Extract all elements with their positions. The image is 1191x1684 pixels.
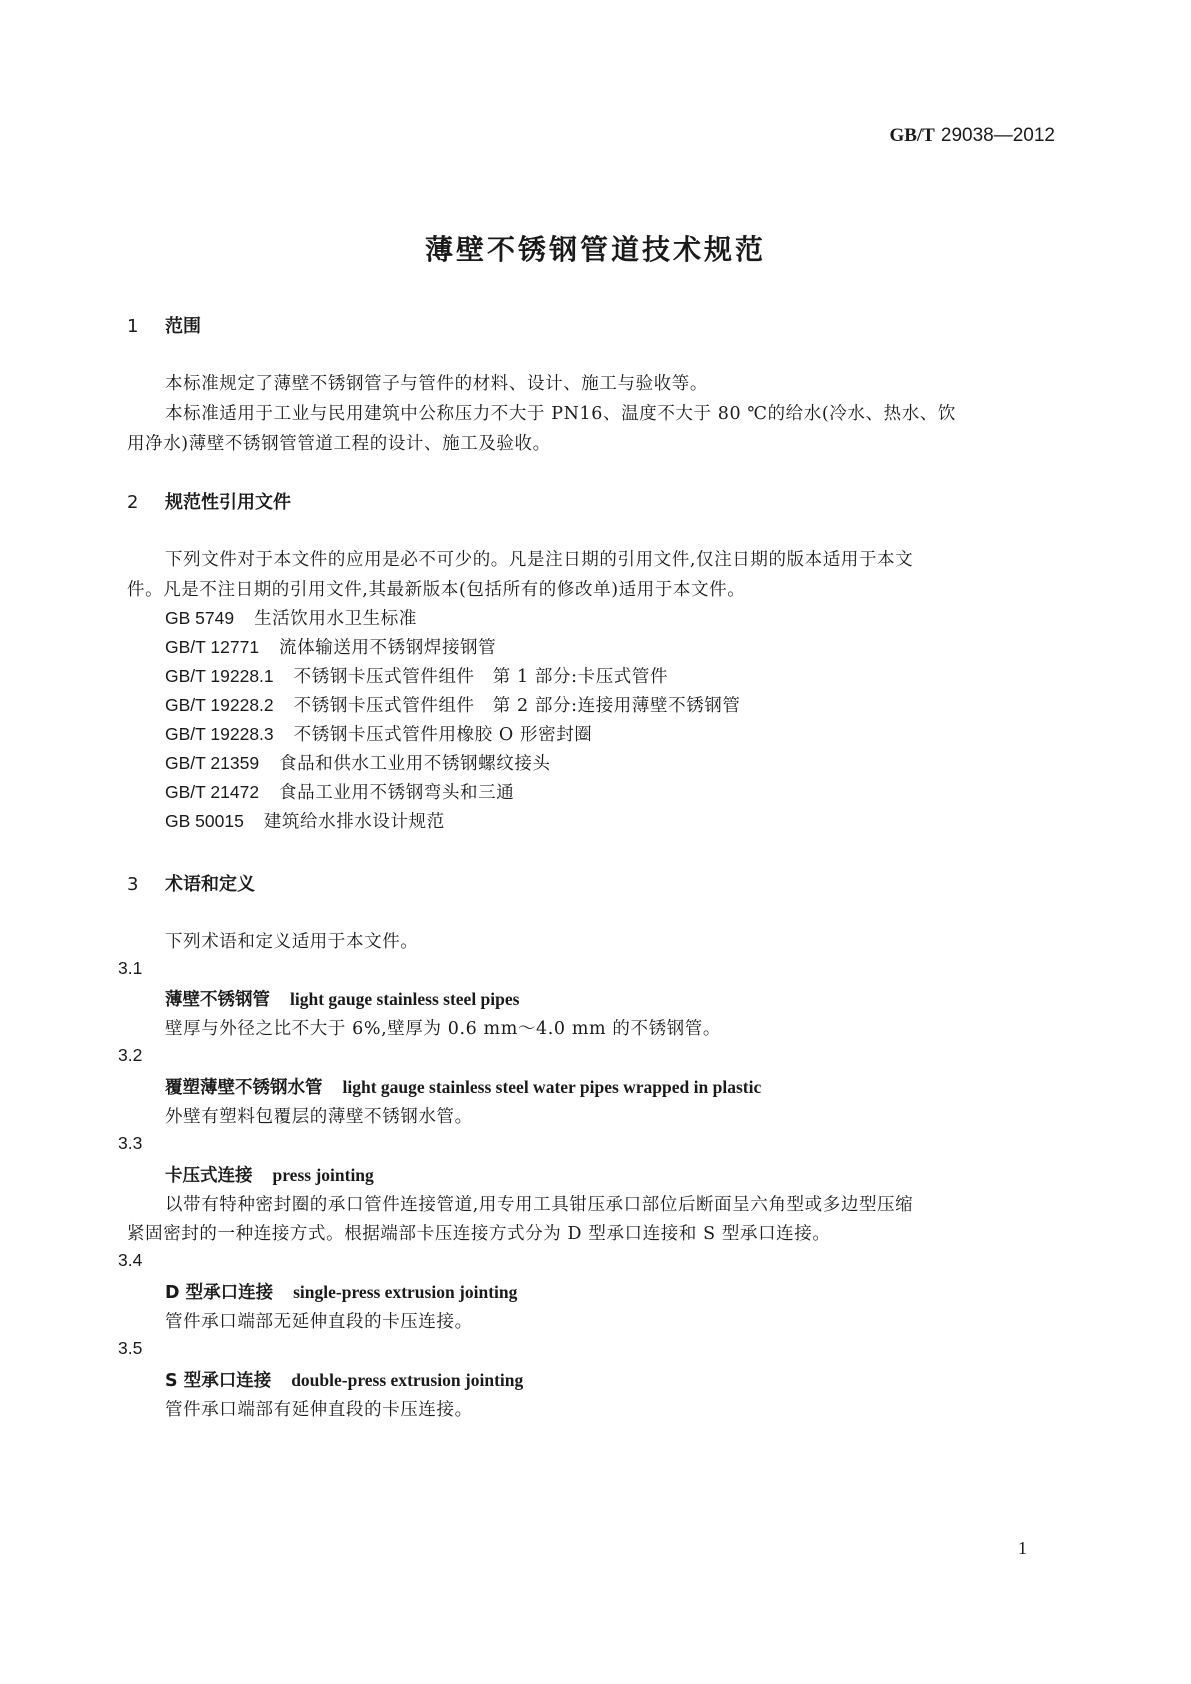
term-en: double-press extrusion jointing — [291, 1370, 524, 1390]
term-definition: 以带有特种密封圈的承口管件连接管道,用专用工具钳压承口部位后断面呈六角型或多边型压缩 — [165, 1195, 914, 1215]
paragraph: 用净水)薄壁不锈钢管管道工程的设计、施工及验收。 — [127, 434, 551, 454]
paragraph: 本标准适用于工业与民用建筑中公称压力不大于 PN16、温度不大于 80 ℃的给水(冷水、热水、饮 — [165, 404, 957, 424]
section-number: 2 — [127, 492, 139, 513]
reference-item — [165, 634, 496, 659]
term-number: 3.2 — [118, 1045, 143, 1065]
term-heading — [165, 1367, 523, 1392]
term-number: 3.1 — [118, 958, 143, 978]
section-title: 规范性引用文件 — [165, 492, 291, 513]
paragraph: 下列术语和定义适用于本文件。 — [165, 932, 419, 952]
reference-title: 食品工业用不锈钢弯头和三通 — [279, 783, 515, 803]
reference-code: GB/T 19228.2 — [165, 695, 274, 715]
term-definition: 壁厚与外径之比不大于 6%,壁厚为 0.6 mm～4.0 mm 的不锈钢管。 — [165, 1019, 721, 1039]
reference-title: 不锈钢卡压式管件组件 第 1 部分:卡压式管件 — [293, 667, 669, 687]
term-zh: S 型承口连接 — [165, 1371, 272, 1391]
reference-title: 生活饮用水卫生标准 — [254, 609, 417, 629]
term-definition: 管件承口端部无延伸直段的卡压连接。 — [165, 1312, 473, 1332]
reference-code: GB/T 19228.3 — [165, 724, 274, 744]
reference-item — [165, 721, 592, 746]
paragraph: 本标准规定了薄壁不锈钢管子与管件的材料、设计、施工与验收等。 — [165, 374, 708, 394]
standard-code — [889, 124, 1055, 147]
term-heading — [165, 1074, 761, 1099]
reference-code: GB/T 19228.1 — [165, 666, 274, 686]
term-en: single-press extrusion jointing — [293, 1282, 518, 1302]
reference-code: GB/T 21359 — [165, 753, 260, 773]
term-zh: 覆塑薄壁不锈钢水管 — [165, 1078, 323, 1098]
section-number: 3 — [127, 874, 139, 895]
document-title: 薄壁不锈钢管道技术规范 — [424, 233, 766, 266]
page-number: 1 — [1018, 1538, 1027, 1558]
section-heading-scope — [127, 312, 201, 338]
term-zh: 卡压式连接 — [165, 1166, 253, 1186]
reference-title: 不锈钢卡压式管件组件 第 2 部分:连接用薄壁不锈钢管 — [293, 696, 741, 716]
term-zh: D 型承口连接 — [165, 1283, 274, 1303]
standard-prefix: GB/T — [889, 125, 935, 146]
paragraph: 件。凡是不注日期的引用文件,其最新版本(包括所有的修改单)适用于本文件。 — [127, 580, 746, 600]
term-number: 3.5 — [118, 1338, 143, 1358]
term-en: light gauge stainless steel pipes — [290, 989, 520, 1009]
reference-code: GB/T 12771 — [165, 637, 260, 657]
reference-title: 食品和供水工业用不锈钢螺纹接头 — [279, 754, 551, 774]
reference-item — [165, 692, 741, 717]
reference-item — [165, 750, 551, 775]
term-zh: 薄壁不锈钢管 — [165, 990, 270, 1010]
section-title: 术语和定义 — [165, 874, 255, 895]
section-heading-normative-references — [127, 488, 291, 514]
standard-number: 29038—2012 — [940, 125, 1055, 146]
term-number: 3.4 — [118, 1250, 143, 1270]
term-definition: 紧固密封的一种连接方式。根据端部卡压连接方式分为 D 型承口连接和 S 型承口连接。 — [127, 1224, 831, 1244]
reference-code: GB/T 21472 — [165, 782, 260, 802]
term-heading — [165, 1162, 374, 1187]
term-definition: 外壁有塑料包覆层的薄壁不锈钢水管。 — [165, 1107, 473, 1127]
reference-item — [165, 663, 668, 688]
reference-title: 不锈钢卡压式管件用橡胶 O 形密封圈 — [293, 725, 593, 745]
term-heading — [165, 986, 519, 1011]
section-title: 范围 — [165, 316, 201, 337]
reference-code: GB 50015 — [165, 811, 244, 831]
term-number: 3.3 — [118, 1133, 143, 1153]
section-number: 1 — [127, 316, 139, 337]
reference-code: GB 5749 — [165, 608, 235, 628]
term-en: press jointing — [272, 1165, 374, 1185]
reference-item — [165, 779, 514, 804]
term-en: light gauge stainless steel water pipes wrapped in plastic — [342, 1077, 762, 1097]
paragraph: 下列文件对于本文件的应用是必不可少的。凡是注日期的引用文件,仅注日期的版本适用于本文 — [165, 550, 914, 570]
term-definition: 管件承口端部有延伸直段的卡压连接。 — [165, 1400, 473, 1420]
reference-title: 建筑给水排水设计规范 — [263, 812, 445, 832]
reference-item — [165, 605, 417, 630]
reference-item — [165, 808, 445, 833]
reference-title: 流体输送用不锈钢焊接钢管 — [279, 638, 497, 658]
section-heading-terms — [127, 870, 255, 896]
term-heading — [165, 1279, 517, 1304]
